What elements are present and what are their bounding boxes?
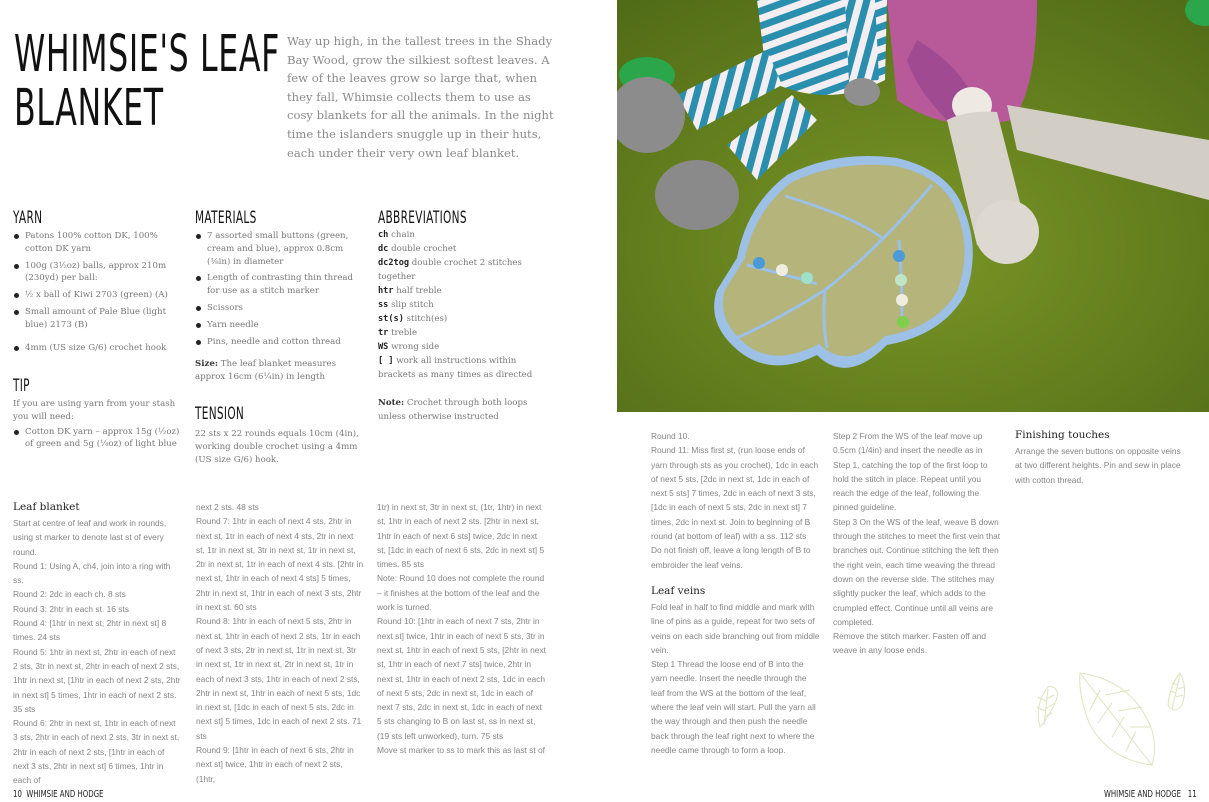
abbr-item: WS wrong side	[378, 342, 440, 352]
abbr-item: dc2tog double crochet 2 stitches together	[378, 258, 522, 282]
pattern-para: Note: Round 10 does not complete the round – it finishes at the bottom of the leaf and the work is turned.	[377, 573, 545, 613]
list-item: 100g (3½oz) balls, approx 210m (230yd) per ball:	[13, 260, 183, 286]
list-item: 4mm (US size G/6) crochet hook	[13, 342, 183, 355]
abbreviations-section	[378, 208, 546, 424]
intro-paragraph: Way up high, in the tallest trees in the Shady Bay Wood, grow the silkiest softest leaves. A few of the leaves grow so large that, when they fall, Whimsie collects them to use as cosy blankets for all the animals. In the night time the islanders snuggle up in their huts, each under their very own leaf blanket.	[287, 34, 554, 160]
pattern-para: Round 6: 2htr in next st, 1htr in each of next 3 sts, 2htr in each of next 2 sts, 3tr in next st, 2htr in each of next 2 sts, [1htr in each of next 3 sts, 2htr in next st] 6 times, 1htr in each of	[13, 718, 180, 786]
pattern-para: next 2 sts. 48 sts	[196, 502, 259, 512]
pattern-para: Round 1: Using A, ch4, join into a ring with ss.	[13, 560, 171, 586]
leaf-veins-heading: Leaf veins	[651, 584, 706, 597]
pattern-para: Round 2: 2dc in each ch. 8 sts	[13, 589, 126, 600]
yarn-section	[13, 208, 183, 358]
abbr-item: ch chain	[378, 230, 415, 240]
pattern-para: Do not finish off, leave a long length of B to embroider the leaf veins.	[651, 545, 811, 570]
leaf-blanket-col-3	[377, 500, 547, 757]
title-line-1: WHIMSIE'S LEAF	[14, 25, 280, 84]
running-title: WHIMSIE AND HODGE	[26, 789, 104, 800]
finishing-heading: Finishing touches	[1015, 429, 1110, 441]
abbr-item: tr treble	[378, 328, 418, 338]
page-number: 11	[1187, 789, 1197, 800]
pattern-para: Round 5: 1htr in next st, 2htr in each of next 2 sts, 3tr in next st, 2htr in each of next 2 sts, 1htr in next st, [1htr in each of next 2 sts, 2htr in next st] 5 times, 1htr in each of next 2 sts. 35 sts	[13, 646, 181, 714]
yarn-heading: YARN	[13, 208, 43, 228]
title-line-2: BLANKET	[14, 79, 164, 138]
abbr-item: ss slip stitch	[378, 300, 434, 310]
list-item: Cotton DK yarn – approx 15g (½oz) of green and 5g (¼oz) of light blue	[13, 426, 181, 452]
pattern-para: Round 10.	[651, 431, 690, 441]
materials-list	[195, 230, 363, 348]
leaf-blanket-heading: Leaf blanket	[13, 501, 80, 513]
page-number: 10	[13, 789, 22, 800]
abbreviations-heading: ABBREVIATIONS	[378, 208, 467, 228]
tip-heading: TIP	[13, 376, 30, 396]
pattern-para: Round 11: Miss first st, (run loose ends of yarn through sts as you crochet), 1dc in each of next 5 sts, [2dc in next st, 1dc in each of next 5 sts] 7 times, 2dc in each of next 3 sts, [1dc in each of next 5 sts, 2dc in next st] 7 times, 2dc in next st. Join to beginning of B round (at bottom of leaf) with a ss. 112 sts	[651, 445, 819, 542]
leaf-blanket-col-2	[196, 500, 364, 786]
pattern-para: Round 7: 1htr in each of next 4 sts, 2htr in next st, 1tr in each of next 4 sts, 2tr in next st, 1tr in next st, 3tr in next st, 1tr in next st, 2tr in next st, 1tr in each of next 4 sts. [2htr in next st, 1htr in each of next 4 sts] 5 times, 2htr in next st, 1htr in each of next 3 sts, 2htr in next st. 60 sts	[196, 516, 364, 613]
leaf-blanket-col-1	[13, 500, 181, 788]
leaf-blanket-photo-icon	[617, 0, 1209, 412]
materials-section	[195, 208, 363, 384]
right-col-3	[1015, 428, 1185, 487]
pattern-para: Round 9: [1htr in each of next 6 sts, 2htr in next st] twice, 1htr in each of next 2 sts, (1htr,	[196, 745, 354, 784]
right-folio	[1104, 784, 1209, 802]
running-title: WHIMSIE AND HODGE	[1104, 789, 1182, 800]
right-col-1	[651, 429, 821, 757]
list-item: Yarn needle	[195, 319, 363, 332]
tension-section	[195, 404, 365, 466]
list-item: Patons 100% cotton DK, 100% cotton DK yarn	[13, 230, 183, 256]
list-item: ½ x ball of Kiwi 2703 (green) (A)	[13, 289, 183, 302]
tension-text: 22 sts x 22 rounds equals 10cm (4in), working double crochet using a 4mm (US size G/6) hook.	[195, 429, 359, 465]
pattern-para: Remove the stitch marker. Fasten off and weave in any loose ends.	[833, 631, 986, 656]
size-note	[195, 358, 363, 384]
page-title	[14, 25, 280, 138]
tension-heading: TENSION	[195, 404, 245, 424]
left-folio	[13, 784, 142, 802]
list-item: Length of contrasting thin thread for use as a stitch marker	[195, 272, 363, 298]
abbr-note: Note: Crochet through both loops unless otherwise instructed	[378, 398, 528, 422]
pattern-para: Step 1 Thread the loose end of B into the yarn needle. Insert the needle through the leaf from the WS at the bottom of the leaf, where the leaf vein will start. Pull the yarn all the way through and then push the needle back through the leaf right next to where the needle came through to form a loop.	[651, 659, 816, 755]
pattern-para: Round 8: 1htr in each of next 5 sts, 2htr in next st, 1htr in each of next 2 sts, 1tr in each of next 3 sts, 2tr in next st, 1tr in next st, 3tr in next st, 1tr in next st, 2tr in next st, 1tr in each of next 3 sts, 1htr in each of next 2 sts, 2htr in next st, 1htr in each of next 5 sts, 1dc in next st, [1dc in each of next 5 sts, 2dc in next st] 5 times, 1dc in each of next 2 sts. 71 sts	[196, 616, 362, 741]
right-col-2	[833, 429, 1001, 658]
abbr-item: dc double crochet	[378, 244, 457, 254]
abbr-item: st(s) stitch(es)	[378, 314, 448, 324]
decorative-leaves-icon	[1030, 665, 1200, 775]
size-label: Size:	[195, 359, 218, 370]
tip-section	[13, 376, 181, 455]
pattern-para: 1tr) in next st, 3tr in next st, (1tr, 1htr) in next st, 1htr in each of next 2 sts. [2htr in next st, 1htr in each of next 6 sts] twice, 2dc in next st, [1dc in each of next 6 sts, 2dc in next st] 5 times. 85 sts	[377, 502, 545, 570]
tip-list	[13, 426, 181, 452]
list-item: 7 assorted small buttons (green, cream and blue), approx 0.8cm (⅜in) in diameter	[195, 230, 363, 268]
abbr-item: htr half treble	[378, 286, 442, 296]
size-text: The leaf blanket measures approx 16cm (6¼in) in length	[195, 359, 336, 383]
finishing-text: Arrange the seven buttons on opposite veins at two different heights. Pin and sew in place with cotton thread.	[1015, 446, 1181, 485]
list-item: Scissors	[195, 302, 363, 315]
list-item: Small amount of Pale Blue (light blue) 2173 (B)	[13, 306, 183, 332]
pattern-para: Step 2 From the WS of the leaf move up 0.5cm (1/4in) and insert the needle as in Step 1, catching the top of the first loop to hold the stitch in place. Repeat until you reach the edge of the leaf, following the pinned guideline.	[833, 431, 988, 513]
pattern-para: Round 10: [1htr in each of next 7 sts, 2htr in next st] twice, 1htr in each of next 5 sts, 3tr in next st, 1htr in each of next 5 sts, [2htr in next st, 1htr in each of next 7 sts] twice, 2htr in next st, 1htr in each of next 2 sts, 1dc in each of next 5 sts, 2dc in next st, 1dc in each of next 7 sts, 2dc in next st, 1dc in each of next 5 sts changing to B on last st, ss in next st, (19 sts left unworked), turn. 75 sts	[377, 616, 546, 741]
materials-heading: MATERIALS	[195, 208, 257, 228]
project-photo	[617, 0, 1209, 412]
pattern-para: Round 4: [1htr in next st, 2htr in next st] 8 times. 24 sts	[13, 618, 167, 643]
pattern-para: Move st marker to ss to mark this as last st of	[377, 745, 546, 756]
pattern-para: Fold leaf in half to find middle and mark with line of pins as a guide, repeat for two sets of veins on each side branching out from middle vein.	[651, 601, 820, 655]
pattern-para: Start at centre of leaf and work in rounds, using st marker to denote last st of every round.	[13, 518, 167, 557]
pattern-para: Step 3 On the WS of the leaf, weave B down through the stitches to meet the first vein that branches out. Continue stitching the left then the right vein, each time weaving the thread down on the reverse side. The stitches may slightly pucker the leaf, which adds to the crumpled effect. Continue until all veins are completed.	[833, 516, 1001, 627]
abbr-item: [ ] work all instructions within brackets as many times as directed	[378, 356, 533, 380]
list-item: Pins, needle and cotton thread	[195, 336, 363, 349]
yarn-list	[13, 230, 183, 354]
pattern-para: Round 3: 2htr in each st. 16 sts	[13, 603, 129, 614]
tip-text: If you are using yarn from your stash you will need:	[13, 399, 176, 422]
